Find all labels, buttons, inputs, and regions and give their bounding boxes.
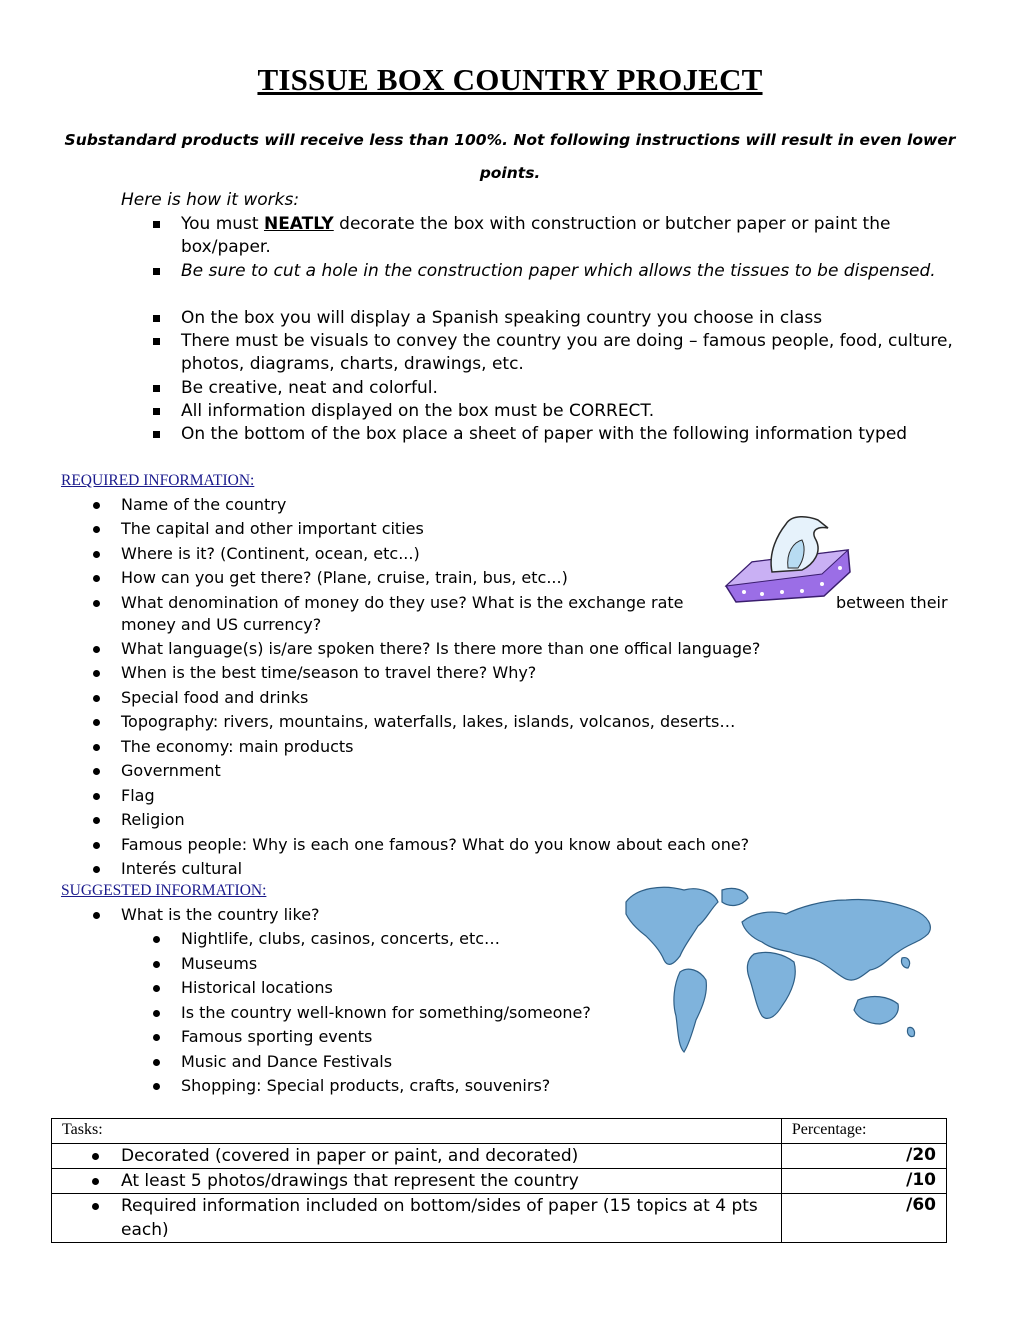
- square-bullet-icon: [153, 268, 160, 275]
- how-it-works-heading: Here is how it works:: [121, 190, 300, 210]
- neatly-emphasis: NEATLY: [263, 214, 334, 234]
- bullet-icon: [93, 551, 100, 558]
- table-row: [52, 1194, 947, 1243]
- bullet-icon: [93, 646, 100, 653]
- bullet-icon: [92, 1203, 99, 1210]
- bullet-icon: [93, 719, 100, 726]
- square-bullet-icon: [153, 338, 160, 345]
- bullet-icon: [153, 1010, 160, 1017]
- instruction-text: On the bottom of the box place a sheet of paper with the following information typed: [181, 424, 908, 444]
- square-bullet-icon: [153, 315, 160, 322]
- instruction-text: All information displayed on the box must be CORRECT.: [181, 401, 655, 421]
- instruction-text: Be creative, neat and colorful.: [181, 378, 438, 398]
- task-points: /20: [781, 1144, 946, 1169]
- instruction-text: There must be visuals to convey the country you are doing – famous people, food, culture, photos, diagrams, charts, drawings, etc.: [181, 331, 953, 374]
- bullet-icon: [153, 1059, 160, 1066]
- subtitle-warning: Substandard products will receive less than 100%. Not following instructions will result in even lower points.: [64, 131, 956, 182]
- tissue-box-icon: [722, 512, 854, 604]
- bullet-icon: [93, 670, 100, 677]
- bullet-icon: [93, 575, 100, 582]
- table-row: [52, 1144, 947, 1169]
- bullet-icon: [153, 1083, 160, 1090]
- instruction-text: Be sure to cut a hole in the construction paper which allows the tissues to be dispensed.: [181, 261, 936, 281]
- bullet-icon: [93, 842, 100, 849]
- bullet-icon: [92, 1153, 99, 1160]
- bullet-icon: [93, 695, 100, 702]
- instruction-text: decorate the box with construction or butcher paper or paint the box/paper.: [181, 214, 891, 257]
- tasks-column-header: Tasks:: [52, 1119, 782, 1144]
- task-text: Required information included on bottom/sides of paper (15 topics at 4 pts each): [121, 1196, 758, 1240]
- suggested-info-heading: SUGGESTED INFORMATION:: [61, 882, 267, 899]
- instruction-text: On the box you will display a Spanish speaking country you choose in class: [181, 308, 823, 328]
- bullet-icon: [93, 744, 100, 751]
- square-bullet-icon: [153, 221, 160, 228]
- bullet-icon: [153, 961, 160, 968]
- square-bullet-icon: [153, 431, 160, 438]
- square-bullet-icon: [153, 385, 160, 392]
- square-bullet-icon: [153, 408, 160, 415]
- instruction-text: You must: [181, 214, 264, 234]
- bullet-icon: [93, 912, 100, 919]
- bullet-icon: [93, 526, 100, 533]
- money-text-continued: between their: [836, 593, 948, 612]
- bullet-icon: [153, 1034, 160, 1041]
- grading-table: [51, 1118, 947, 1243]
- bullet-icon: [153, 936, 160, 943]
- task-points: /10: [781, 1169, 946, 1194]
- bullet-icon: [93, 866, 100, 873]
- bullet-icon: [153, 985, 160, 992]
- bullet-icon: [93, 817, 100, 824]
- table-row: [52, 1169, 947, 1194]
- world-map-icon: [622, 880, 942, 1065]
- bullet-icon: [93, 502, 100, 509]
- percentage-column-header: Percentage:: [781, 1119, 946, 1144]
- task-text: Decorated (covered in paper or paint, and decorated): [121, 1146, 579, 1166]
- task-points: /60: [781, 1194, 946, 1243]
- bullet-icon: [93, 600, 100, 607]
- bullet-icon: [93, 768, 100, 775]
- bullet-icon: [92, 1178, 99, 1185]
- task-text: At least 5 photos/drawings that represent the country: [121, 1171, 579, 1191]
- money-text-continued: money and US currency?: [121, 615, 322, 634]
- required-info-heading: REQUIRED INFORMATION:: [61, 472, 255, 489]
- page-title: TISSUE BOX COUNTRY PROJECT: [257, 62, 763, 97]
- table-header-row: [52, 1119, 947, 1144]
- bullet-icon: [93, 793, 100, 800]
